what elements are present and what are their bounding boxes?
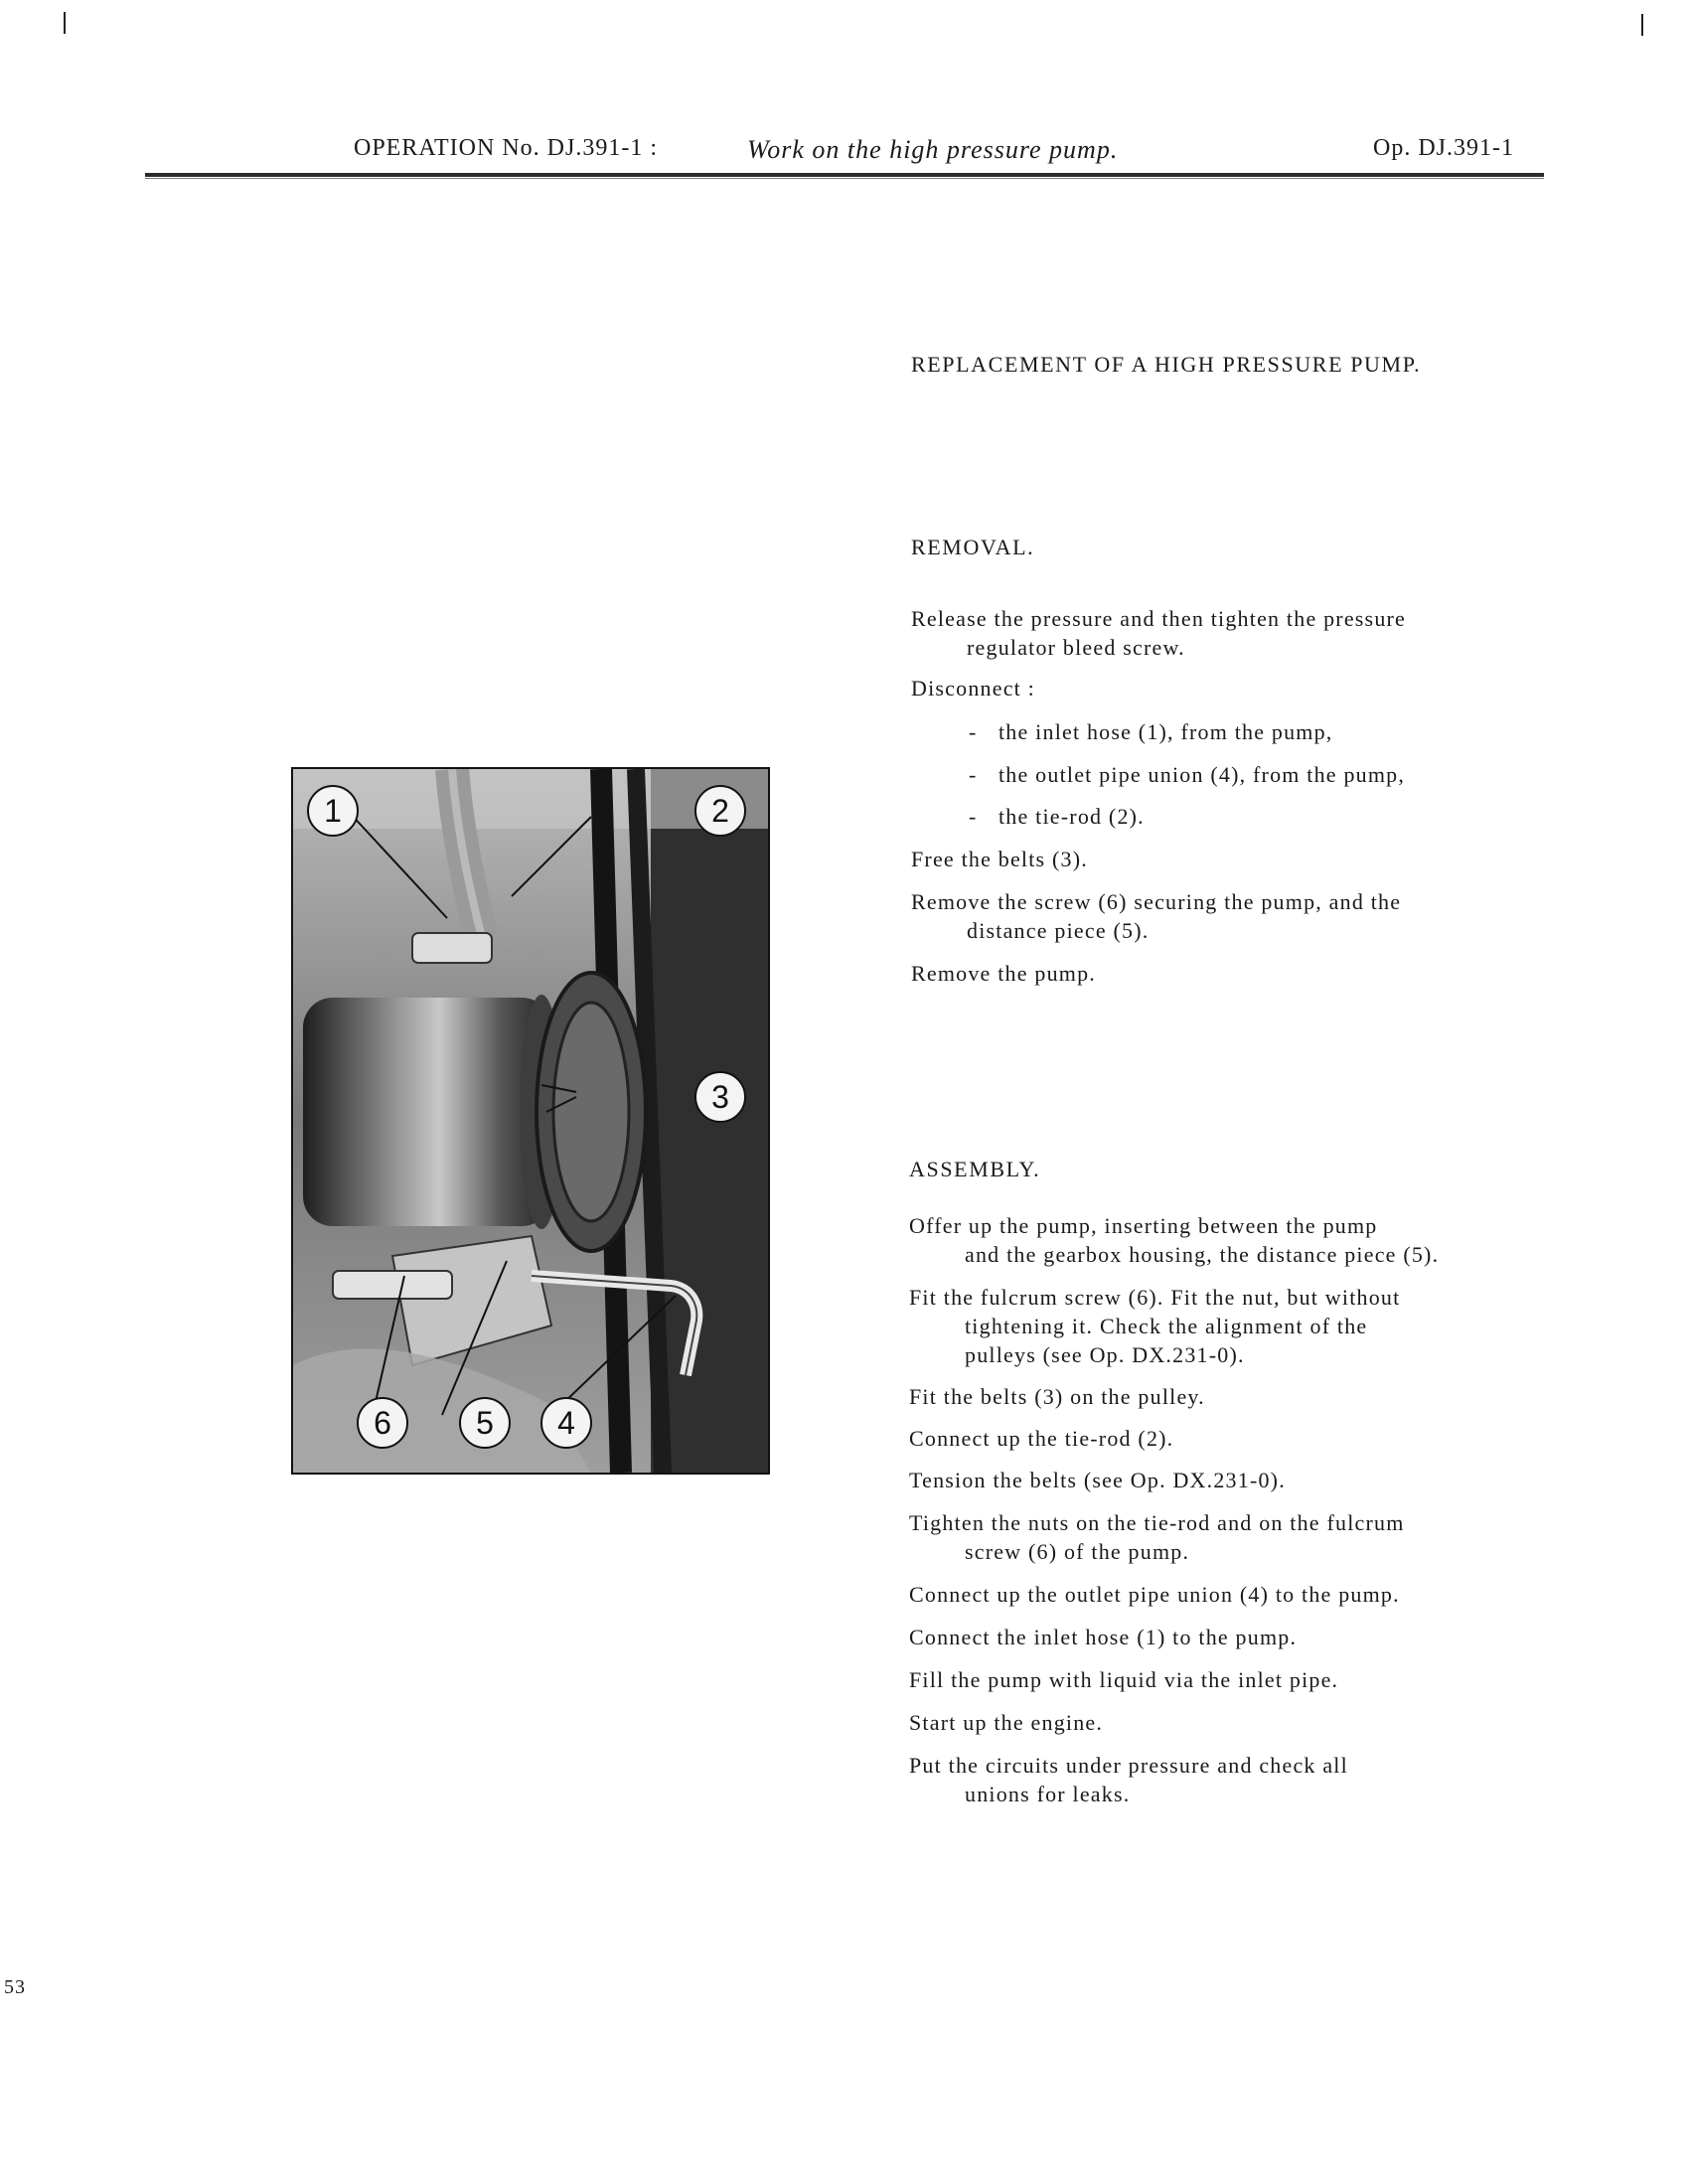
scan-mark-left — [64, 12, 66, 34]
assembly-step: Tension the belts (see Op. DX.231-0). — [909, 1468, 1286, 1492]
svg-text:3: 3 — [711, 1079, 729, 1115]
assembly-step: Connect up the outlet pipe union (4) to the pump. — [909, 1582, 1400, 1607]
bullet-text: the inlet hose (1), from the pump, — [998, 719, 1333, 744]
step-line-cont: and the gearbox housing, the distance piece (5). — [965, 1242, 1440, 1267]
removal-remove-pump: Remove the pump. — [911, 961, 1097, 986]
header-rule — [145, 173, 1544, 177]
callout-3 — [695, 1072, 745, 1122]
removal-free-belts: Free the belts (3). — [911, 847, 1088, 871]
step-line: Release the pressure and then tighten the pressure — [911, 606, 1407, 631]
assembly-step: Start up the engine. — [909, 1710, 1104, 1735]
svg-text:2: 2 — [711, 793, 729, 829]
callout-1 — [308, 786, 358, 836]
scan-mark-right — [1641, 14, 1643, 36]
operation-code: OPERATION No. DJ.391-1 : — [354, 135, 658, 161]
step-line-cont: unions for leaks. — [965, 1782, 1131, 1806]
svg-text:4: 4 — [557, 1405, 575, 1441]
step-line: Fit the fulcrum screw (6). Fit the nut, but without — [909, 1285, 1401, 1310]
assembly-step: Connect the inlet hose (1) to the pump. — [909, 1625, 1298, 1649]
callout-4 — [541, 1398, 591, 1448]
step-line-cont: regulator bleed screw. — [967, 635, 1185, 660]
svg-text:5: 5 — [476, 1405, 494, 1441]
bullet-item — [911, 717, 1567, 746]
step-line-cont: screw (6) of the pump. — [965, 1539, 1190, 1564]
bullet-dash: - — [969, 762, 978, 787]
page-header — [354, 135, 1514, 169]
assembly-steps — [909, 1211, 1595, 1827]
step-line: Remove the screw (6) securing the pump, and the — [911, 889, 1402, 914]
callout-6 — [358, 1398, 407, 1448]
removal-heading: REMOVAL. — [911, 535, 1035, 559]
assembly-step — [909, 1508, 1595, 1566]
step-line-cont: pulleys (see Op. DX.231-0). — [965, 1342, 1245, 1367]
callout-5 — [460, 1398, 510, 1448]
main-title: REPLACEMENT OF A HIGH PRESSURE PUMP. — [911, 352, 1422, 377]
operation-ref: Op. DJ.391-1 — [1373, 135, 1514, 161]
removal-step-release — [911, 604, 1567, 662]
removal-steps — [911, 604, 1587, 992]
step-line-cont: tightening it. Check the alignment of the — [965, 1314, 1368, 1338]
bullet-text: the outlet pipe union (4), from the pump, — [998, 762, 1406, 787]
svg-text:1: 1 — [324, 793, 342, 829]
removal-disconnect: Disconnect : — [911, 676, 1035, 701]
bullet-dash: - — [969, 719, 978, 744]
bullet-text: the tie-rod (2). — [998, 804, 1145, 829]
assembly-heading: ASSEMBLY. — [909, 1157, 1041, 1181]
pump-photo — [291, 767, 770, 1475]
removal-remove-screw — [911, 887, 1567, 945]
step-line-cont: distance piece (5). — [967, 918, 1150, 943]
page-number: 53 — [4, 1976, 26, 1998]
bullet-dash: - — [969, 804, 978, 829]
assembly-step — [909, 1283, 1595, 1369]
operation-title: Work on the high pressure pump. — [747, 135, 1119, 164]
pump-photo-illustration — [293, 769, 768, 1473]
svg-text:6: 6 — [374, 1405, 391, 1441]
assembly-step — [909, 1751, 1565, 1808]
bullet-item — [911, 802, 1567, 831]
step-line: Put the circuits under pressure and check all — [909, 1753, 1348, 1778]
bullet-item — [911, 760, 1567, 789]
callout-2 — [695, 786, 745, 836]
header-rule-thin — [145, 178, 1544, 179]
assembly-step: Connect up the tie-rod (2). — [909, 1426, 1174, 1451]
assembly-step: Fit the belts (3) on the pulley. — [909, 1384, 1205, 1409]
assembly-step — [909, 1211, 1595, 1269]
step-line: Offer up the pump, inserting between the pump — [909, 1213, 1378, 1238]
assembly-step: Fill the pump with liquid via the inlet pipe. — [909, 1667, 1339, 1692]
step-line: Tighten the nuts on the tie-rod and on the fulcrum — [909, 1510, 1405, 1535]
